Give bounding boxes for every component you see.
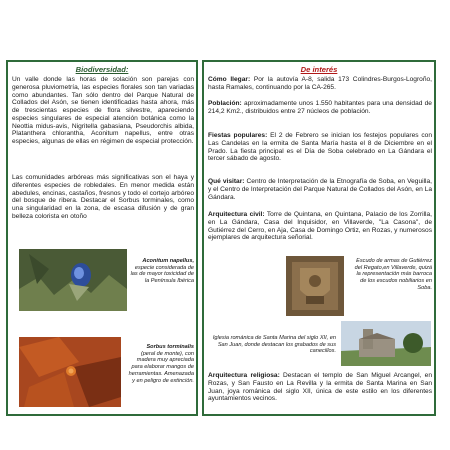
- biodiversity-paragraph: [12, 76, 194, 146]
- religiosa-paragraph: [208, 372, 432, 403]
- aconitum-caption-desc: especie considerada de las de mayor toxicidad de la Península Ibérica: [130, 264, 194, 285]
- aconitum-caption-name: Aconitum napellus,: [142, 258, 194, 264]
- aconitum-photo: [19, 249, 127, 311]
- fiestas-paragraph: [208, 132, 432, 163]
- religiosa-label: Arquitectura religiosa:: [208, 372, 280, 379]
- sorbus-caption: [126, 344, 194, 384]
- coat-of-arms-caption: Escudo de armas de Gutiérrez del Regato,en Villaverde, quizá la representación más barroca de los escudos nobiliarios en Soba.: [354, 258, 432, 291]
- como-llegar-text: Por la autovía A-8, salida 173 Colindres-Burgos-Logroño, hasta Ramales, continuando por la CA-265.: [208, 76, 432, 91]
- biodiversity-panel: [6, 60, 198, 416]
- trees-paragraph: [12, 174, 194, 221]
- interest-title: De interés: [300, 65, 338, 74]
- biodiversity-text: Un valle donde las horas de solación son parejas con generosa pluviometría, las especies florales son tan variadas como abundantes. Tan sólo dentro del Parque Natural de Collados del Asón, se tienen identificadas hasta ahora, más de trescientas especies de flora silvestre, apareciendo especies singulares de especial atención botánica como la Neottia midus-avis, Nigritella gabasiana, Pseudorchis albida, Platanthera chlorantha, Aconitum napellus, entre otras especies, algunas de ellas en régimen de especial protección.: [12, 76, 194, 146]
- poblacion-paragraph: [208, 100, 432, 116]
- aconitum-caption: [130, 258, 194, 285]
- como-llegar-paragraph: [208, 76, 432, 92]
- religiosa-text: Destacan el templo de San Miguel Arcangel, en Rozas, y San Fausto en La Revilla y la ermita de Santa Marina en San Juan, joya románica del siglo XII, única de este estilo en los diferentes ayuntamientos vecinos.: [208, 372, 432, 403]
- sorbus-photo: [19, 337, 121, 407]
- coat-of-arms-photo: [286, 256, 344, 316]
- que-visitar-paragraph: [208, 178, 432, 201]
- church-photo: [341, 321, 431, 366]
- civil-paragraph: [208, 211, 432, 242]
- que-visitar-text: Centro de Interpretación de la Etnografía de Soba, en Veguilla, y el Centro de Interpretación del Parque Natural de Collados del Asón, en La Gándara.: [208, 178, 432, 201]
- fiestas-label: Fiestas populares:: [208, 132, 268, 139]
- civil-text: Torre de Quintana, en Quintana, Palacio de los Zorrilla, en La Gándara, Casa del Inquisidor, en Villaverde, "La Casona", de Gutiérrez del Cerro, en Aja, Casa de Domingo Ortiz, en Rozas, y numerosos ejemplares de arquitectura señorial.: [208, 211, 432, 242]
- sorbus-caption-name: Sorbus torminalis: [146, 344, 194, 350]
- interest-panel: [202, 60, 436, 416]
- poblacion-text: aproximadamente unos 1.550 habitantes para una densidad de 214,2 Km2., distribuidos entre 27 núcleos de población.: [208, 100, 432, 115]
- church-caption: Iglesia románica de Santa Marina del siglo XII, en San Juan, donde destacan los grabados de sus canecillos.: [212, 335, 336, 355]
- trees-text: Las comunidades arbóreas más significativas son el haya y diferentes especies de robledales. En menor medida están abedules, encinas, castaños, fresnos y todo el cortejo arbóreo del bosque de ribera. Destacar el Sorbus torminales, como una singularidad en la zona, de escasa difusión y de gran belleza colorista en otoño: [12, 174, 194, 220]
- poblacion-label: Población:: [208, 100, 242, 107]
- biodiversity-title: Biodiversidad:: [75, 65, 129, 74]
- sorbus-caption-desc: (peral de monte), con madera muy apreciada para elaborar mangos de herramientas. Amenazada y en peligro de extinción.: [128, 350, 194, 384]
- como-llegar-label: Cómo llegar:: [208, 76, 251, 83]
- fiestas-text: El 2 de Febrero se inician los festejos populares con Las Candelas en la ermita de Santa María hasta el 8 de Diciembre en el Prado. La fiesta principal es el Día de Soba celebrado en La Gándara el tercer sábado de agosto.: [208, 132, 433, 163]
- que-visitar-label: Qué visitar:: [208, 178, 245, 185]
- civil-label: Arquitectura civil:: [208, 211, 265, 218]
